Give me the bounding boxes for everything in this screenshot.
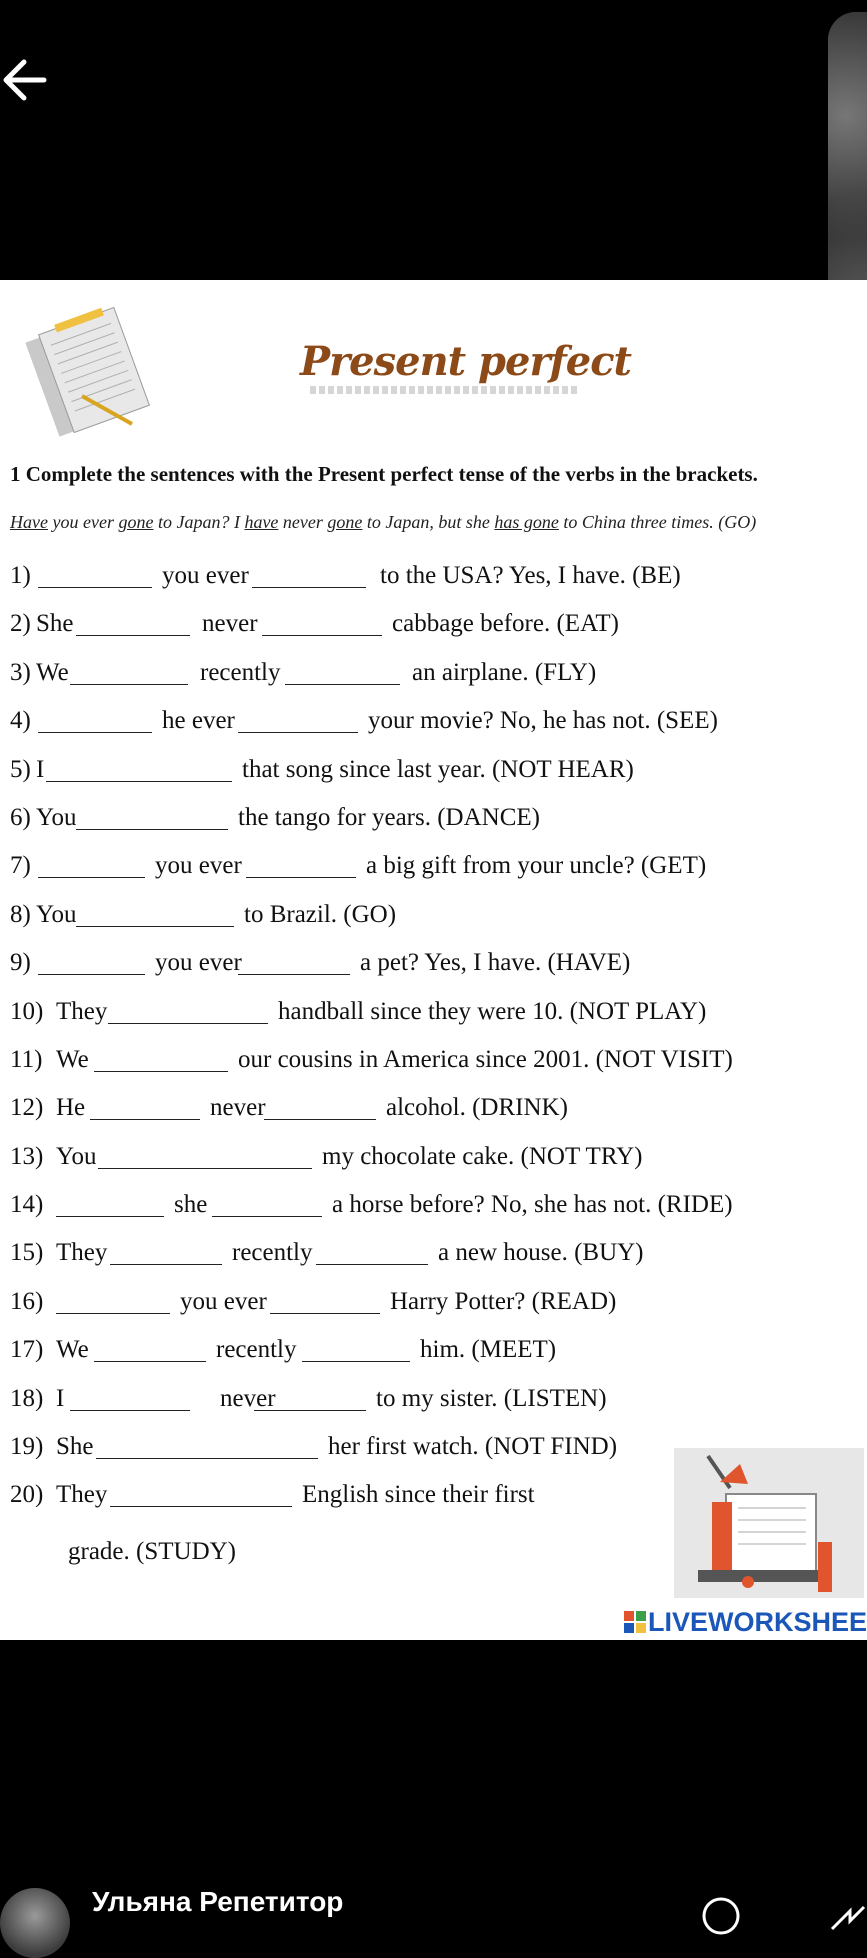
item-number: 9) (10, 949, 31, 977)
item-text: to Brazil. (GO) (244, 900, 397, 928)
example-part: never (278, 512, 328, 532)
item-number: 13) (10, 1142, 44, 1170)
item-text: our cousins in America since 2001. (NOT VISIT) (238, 1045, 733, 1073)
example-part: has gone (494, 512, 559, 532)
answer-blank (70, 684, 188, 685)
exercise-item (10, 1094, 867, 1142)
item-text: to my sister. (LISTEN) (376, 1384, 607, 1412)
exercise-item (10, 998, 867, 1046)
answer-blank (76, 829, 228, 830)
item-text: my chocolate cake. (NOT TRY) (322, 1142, 643, 1170)
item-number: 14) (10, 1191, 44, 1219)
example-part: to Japan? I (153, 512, 245, 532)
item-text: I (56, 1384, 65, 1412)
worksheet-title: Present perfect (300, 338, 632, 385)
top-bar (0, 0, 867, 280)
answer-blank (212, 1216, 322, 1217)
exercise-item (10, 610, 867, 658)
item-text: that song since last year. (NOT HEAR) (242, 755, 634, 783)
item-text: never (210, 1094, 266, 1122)
example-sentence (10, 512, 756, 533)
item-number: 17) (10, 1336, 44, 1364)
item-text: He (56, 1094, 86, 1122)
item-text: She (56, 1433, 94, 1461)
item-number: 4) (10, 707, 31, 735)
example-part: you ever (47, 512, 119, 532)
exercise-item (10, 852, 867, 900)
bottom-bar (0, 1640, 867, 1920)
item-text: he ever (162, 707, 235, 735)
item-text: Harry Potter? (READ) (390, 1287, 617, 1315)
item-text: They (56, 1481, 108, 1509)
item-text: We (56, 1045, 89, 1073)
exercise-item (10, 1191, 867, 1239)
item-text: your movie? No, he has not. (SEE) (368, 707, 718, 735)
desk-illustration (668, 1442, 867, 1607)
item-number: 19) (10, 1433, 44, 1461)
exercise-item (10, 901, 867, 949)
back-button[interactable] (0, 52, 56, 108)
item-text: cabbage before. (EAT) (392, 610, 619, 638)
item-number: 20) (10, 1481, 44, 1509)
item-text: They (56, 1239, 108, 1267)
answer-blank (262, 635, 382, 636)
exercise-list (10, 562, 867, 1530)
item-number: 10) (10, 997, 44, 1025)
example-part: to Japan, but she (362, 512, 495, 532)
item-text: She (36, 610, 74, 638)
item-number: 3) (10, 658, 31, 686)
exercise-item (10, 949, 867, 997)
item-text: the tango for years. (DANCE) (238, 803, 540, 831)
item-text: you ever (155, 852, 242, 880)
chat-icon[interactable] (700, 1895, 742, 1937)
answer-blank (46, 781, 232, 782)
item-number: 15) (10, 1239, 44, 1267)
item-text: a pet? Yes, I have. (HAVE) (360, 949, 631, 977)
item-text: alcohol. (DRINK) (386, 1094, 568, 1122)
exercise-item (10, 1385, 867, 1433)
exercise-item (10, 1239, 867, 1287)
item-text: a big gift from your uncle? (GET) (366, 852, 707, 880)
item-text: you ever (180, 1287, 267, 1315)
notebook-illustration (22, 296, 174, 446)
answer-blank (38, 732, 152, 733)
answer-blank (316, 1264, 428, 1265)
liveworksheets-mark-icon (624, 1611, 646, 1633)
item-number: 8) (10, 900, 31, 928)
item-text: a horse before? No, she has not. (RIDE) (332, 1191, 733, 1219)
answer-blank (94, 1071, 228, 1072)
answer-blank (56, 1313, 170, 1314)
answer-blank (98, 1168, 312, 1169)
exercise-item (10, 562, 867, 610)
exercise-item (10, 1046, 867, 1094)
answer-blank (110, 1264, 222, 1265)
item-20-continuation: grade. (STUDY) (68, 1538, 237, 1565)
exercise-item (10, 756, 867, 804)
answer-blank (264, 1119, 376, 1120)
exercise-item (10, 1288, 867, 1336)
author-name[interactable]: Ульяна Репетитор (92, 1886, 344, 1917)
item-text: him. (MEET) (420, 1336, 557, 1364)
arrow-left-icon[interactable] (0, 52, 56, 108)
exercise-item (10, 1336, 867, 1384)
brand-text: LIVEWORKSHEE (648, 1607, 867, 1637)
answer-blank (38, 587, 152, 588)
item-number: 18) (10, 1384, 44, 1412)
item-text: They (56, 997, 108, 1025)
item-number: 11) (10, 1045, 43, 1073)
item-text: an airplane. (FLY) (412, 658, 597, 686)
answer-blank (70, 1410, 190, 1411)
exercise-item (10, 804, 867, 852)
answer-blank (38, 974, 145, 975)
exercise-item (10, 1143, 867, 1191)
answer-blank (285, 684, 400, 685)
answer-blank (76, 926, 234, 927)
item-text: English since their first (302, 1481, 535, 1509)
liveworksheets-logo (624, 1607, 867, 1638)
answer-blank (270, 1313, 380, 1314)
answer-blank (238, 732, 358, 733)
item-text: never (220, 1384, 276, 1412)
title-decoration (310, 386, 580, 394)
answer-blank (246, 877, 356, 878)
answer-blank (94, 1361, 206, 1362)
item-text: never (202, 610, 258, 638)
item-number: 12) (10, 1094, 44, 1122)
avatar[interactable] (0, 1888, 70, 1958)
item-text: she (174, 1191, 208, 1219)
answer-blank (302, 1361, 410, 1362)
answer-blank (110, 1506, 292, 1507)
answer-blank (38, 877, 145, 878)
share-icon[interactable] (826, 1895, 867, 1937)
example-part: gone (327, 512, 363, 532)
answer-blank (108, 1023, 268, 1024)
item-text: I (36, 755, 45, 783)
item-text: to the USA? Yes, I have. (BE) (380, 562, 681, 589)
item-text: you ever (155, 949, 242, 977)
answer-blank (238, 974, 350, 975)
example-part: Have (10, 512, 48, 532)
item-text: You (36, 803, 77, 831)
instruction-text: 1 Complete the sentences with the Present perfect tense of the verbs in the brackets. (10, 462, 758, 486)
item-text: a new house. (BUY) (438, 1239, 644, 1267)
example-part: have (244, 512, 279, 532)
item-text: You (36, 900, 77, 928)
exercise-item (10, 659, 867, 707)
item-number: 2) (10, 610, 31, 638)
answer-blank (56, 1216, 164, 1217)
example-part: gone (118, 512, 154, 532)
answer-blank (254, 1410, 366, 1411)
answer-blank (96, 1458, 318, 1459)
item-number: 16) (10, 1287, 44, 1315)
item-text: We (36, 658, 69, 686)
answer-blank (90, 1119, 200, 1120)
item-number: 1) (10, 562, 31, 589)
worksheet-image (0, 280, 867, 1640)
item-number: 7) (10, 852, 31, 880)
item-number: 5) (10, 755, 31, 783)
answer-blank (76, 635, 190, 636)
item-text: recently (200, 658, 281, 686)
item-number: 6) (10, 803, 31, 831)
example-part: to China three times. (GO) (558, 512, 757, 532)
item-text: recently (216, 1336, 297, 1364)
item-text: recently (232, 1239, 313, 1267)
exercise-item (10, 707, 867, 755)
item-text: You (56, 1142, 97, 1170)
item-text: her first watch. (NOT FIND) (328, 1433, 618, 1461)
answer-blank (252, 587, 366, 588)
item-text: We (56, 1336, 89, 1364)
item-text: handball since they were 10. (NOT PLAY) (278, 997, 707, 1025)
item-text: you ever (162, 562, 249, 589)
